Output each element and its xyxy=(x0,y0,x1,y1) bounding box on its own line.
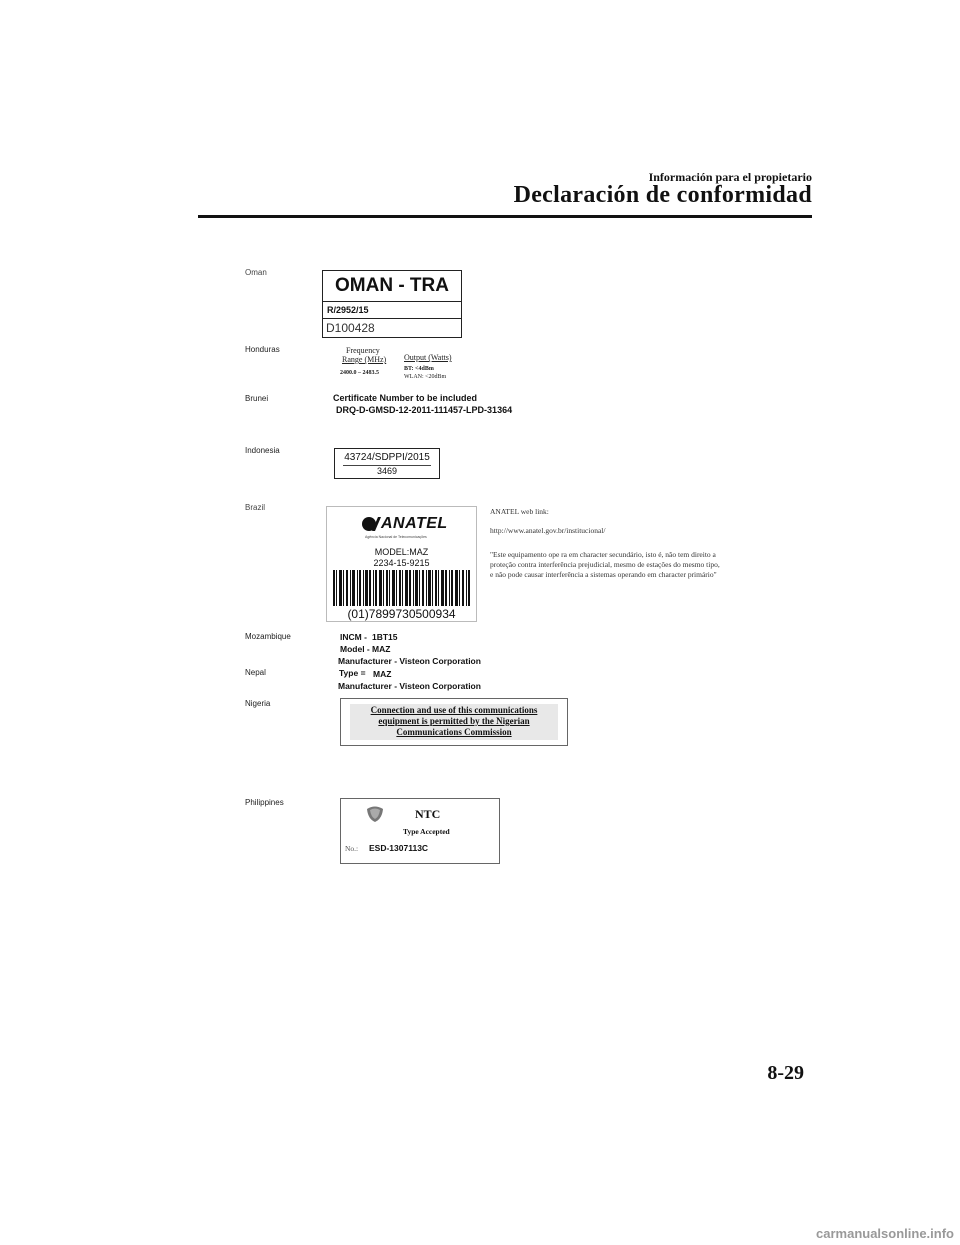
honduras-bt-value: BT: <4dBm xyxy=(404,366,434,372)
country-label-brunei: Brunei xyxy=(245,394,269,403)
nepal-type-value: MAZ xyxy=(373,669,392,679)
country-label-oman: Oman xyxy=(245,268,267,277)
oman-cert-number: R/2952/15 xyxy=(327,305,369,315)
anatel-web-label: ANATEL web link: xyxy=(490,507,549,516)
divider xyxy=(323,301,461,302)
watermark: carmanualsonline.info xyxy=(816,1226,954,1241)
nigeria-line: Communications Commission xyxy=(396,727,512,737)
page-title: Declaración de conformidad xyxy=(513,182,812,208)
page-number: 8-29 xyxy=(767,1062,804,1084)
country-label-nepal: Nepal xyxy=(245,668,266,677)
header-rule xyxy=(198,215,812,218)
brunei-cert-heading: Certificate Number to be included xyxy=(333,393,478,403)
ntc-number: ESD-1307113C xyxy=(369,843,429,853)
anatel-note-line: proteção contra interferência prejudicial, mesmo de estações do mesmo tipo, xyxy=(490,560,720,569)
anatel-web-url: http://www.anatel.gov.br/institucional/ xyxy=(490,526,606,535)
barcode-number: (01)7899730500934 xyxy=(347,607,456,621)
honduras-output-header: Output (Watts) xyxy=(404,353,452,362)
nigeria-line: Connection and use of this communications xyxy=(370,705,538,715)
anatel-homologation-number: 2234-15-9215 xyxy=(373,558,430,568)
barcode-icon xyxy=(331,570,472,606)
country-label-nigeria: Nigeria xyxy=(245,699,271,708)
ntc-number-label: No.: xyxy=(345,844,359,853)
anatel-logo-icon xyxy=(361,516,381,532)
honduras-range-header: Range (MHz) xyxy=(342,355,387,364)
honduras-range-value: 2400.0 – 2483.5 xyxy=(340,370,379,376)
mozambique-model-label: Model - xyxy=(340,644,370,654)
nepal-type-label: Type = xyxy=(339,668,366,678)
indonesia-cert-number: 43724/SDPPI/2015 xyxy=(344,452,430,463)
nigeria-label-panel xyxy=(350,704,558,740)
anatel-logo-text: ANATEL xyxy=(381,515,448,532)
mozambique-manufacturer: Manufacturer - Visteon Corporation xyxy=(338,656,481,666)
country-label-mozambique: Mozambique xyxy=(245,632,291,641)
nigeria-label xyxy=(340,698,568,746)
honduras-frequency-header: Frequency xyxy=(346,346,380,355)
anatel-note-line: "Este equipamento ope ra em character secundário, isto é, não tem direito a xyxy=(490,550,716,559)
ntc-label xyxy=(340,798,500,864)
indonesia-code: 3469 xyxy=(376,466,398,476)
country-label-honduras: Honduras xyxy=(245,345,280,354)
ntc-type-accepted: Type Accepted xyxy=(403,827,450,836)
nigeria-line: equipment is permitted by the Nigerian xyxy=(378,716,530,726)
nepal-manufacturer: Manufacturer - Visteon Corporation xyxy=(338,681,481,691)
indonesia-label xyxy=(334,448,440,479)
mozambique-incm-value: 1BT15 xyxy=(372,632,398,642)
anatel-model: MODEL:MAZ xyxy=(374,547,429,557)
anatel-note-line: e não pode causar interferência a sistemas operando em character primário" xyxy=(490,570,717,579)
mozambique-incm-label: INCM - xyxy=(340,632,367,642)
anatel-label xyxy=(326,506,477,622)
anatel-agency-name: Agência Nacional de Telecomunicações xyxy=(365,535,427,539)
country-label-philippines: Philippines xyxy=(245,798,284,807)
divider xyxy=(323,318,461,319)
section-heading: Información para el propietario xyxy=(648,170,812,184)
ntc-title: NTC xyxy=(415,807,441,821)
country-label-brazil: Brazil xyxy=(245,503,266,512)
brunei-cert-number: DRQ-D-GMSD-12-2011-111457-LPD-31364 xyxy=(336,405,513,415)
oman-dealer-number: D100428 xyxy=(326,321,375,335)
honduras-wlan-value: WLAN: <20dBm xyxy=(404,374,447,380)
oman-tra-label xyxy=(322,270,462,338)
oman-tra-title: OMAN - TRA xyxy=(335,275,449,296)
country-label-indonesia: Indonesia xyxy=(245,446,280,455)
mozambique-model-value: MAZ xyxy=(372,644,391,654)
ntc-seal-icon xyxy=(365,805,385,823)
